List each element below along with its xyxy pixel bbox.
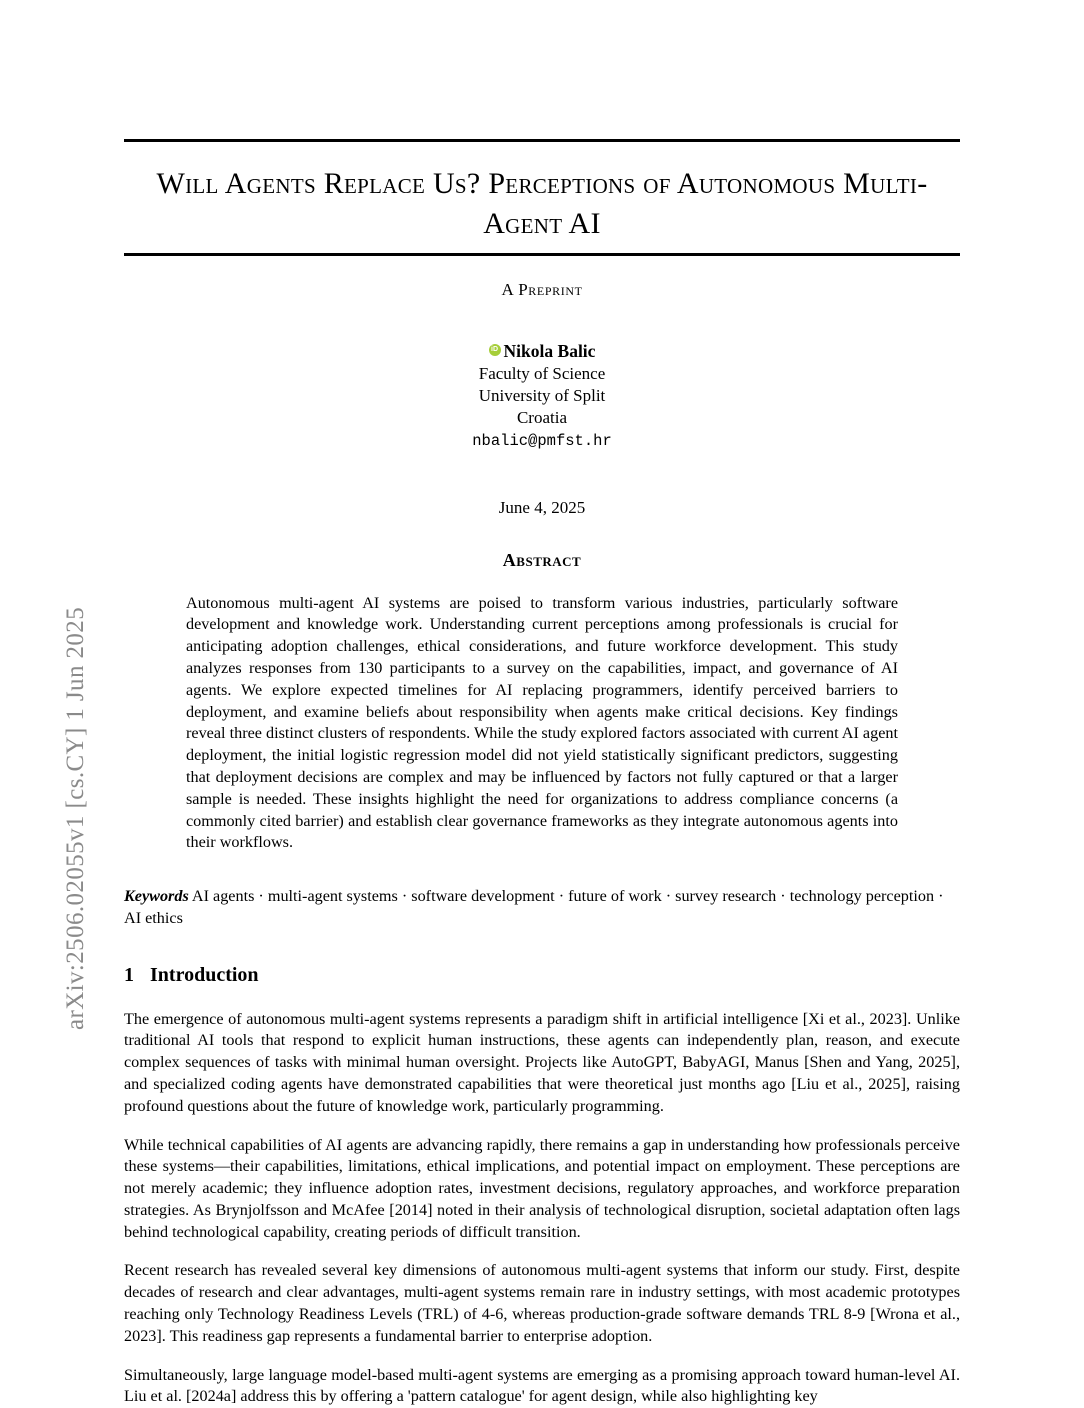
author-affiliation-country: Croatia <box>516 408 568 428</box>
paragraph: Simultaneously, large language model-based multi-agent systems are emerging as a promising approach toward human-level AI. Liu et al. [2024a] address this by offering a 'pattern catalogue' for agent design, while also highlighting key <box>124 1365 960 1406</box>
arxiv-stamp <box>0 0 110 1402</box>
author-name: Nikola Balic <box>503 341 596 362</box>
arxiv-identifier-text: arXiv:2506.02055v1 [cs.CY] 1 Jun 2025 <box>62 606 89 1030</box>
publication-date: June 4, 2025 <box>498 497 586 517</box>
author-name-row <box>124 340 960 363</box>
author-affiliation-faculty: Faculty of Science <box>478 364 606 384</box>
preprint-label: A Preprint <box>501 280 583 300</box>
abstract-body: Autonomous multi-agent AI systems are poised to transform various industries, particularly software development and knowledge work. Understanding current perceptions among professionals is crucial for anticipating adoption challenges, ethical considerations, and future workforce development. This study analyzes responses from 130 participants to a survey on the capabilities, impact, and governance of AI agents. We explore expected timelines for AI replacing programmers, identify perceived barriers to deployment, and examine beliefs about responsibility when agents make critical decisions. Key findings reveal three distinct clusters of respondents. While the study explored factors associated with current AI agent deployment, the initial logistic regression model did not yield statistically significant predictors, suggesting that deployment decisions are complex and may be influenced by factors not fully captured or that a larger sample is needed. These insights highlight the need for organizations to address compliance concerns (a commonly cited barrier) and establish clear governance frameworks as they integrate autonomous agents into their workflows. <box>186 593 898 852</box>
orcid-id-icon[interactable] <box>489 344 501 356</box>
paragraph: While technical capabilities of AI agents are advancing rapidly, there remains a gap in understanding how professionals perceive these systems—their capabilities, limitations, ethical implications, and potential impact on employment. These perceptions are not merely academic; they influence adoption rates, investment decisions, regulatory approaches, and workforce preparation strategies. As Brynjolfsson and McAfee [2014] noted in their analysis of technological disruption, societal adaptation often lags behind technological capability, creating periods of difficult transition. <box>124 1135 960 1241</box>
keywords-label: Keywords <box>124 887 189 906</box>
keywords-line <box>124 886 960 930</box>
section-number: 1 <box>124 963 134 986</box>
keywords-list: AI agents · multi-agent systems · software development · future of work · survey research · technology perception · AI ethics <box>124 887 944 927</box>
title-rule-bottom <box>124 253 960 256</box>
paper-page <box>124 0 960 1406</box>
paragraph: Recent research has revealed several key dimensions of autonomous multi-agent systems that inform our study. First, despite decades of research and clear advantages, multi-agent systems remain rare in industry settings, with most academic prototypes reaching only Technology Readiness Levels (TRL) of 4-6, whereas production-grade software demands TRL 8-9 [Wrona et al., 2023]. This readiness gap represents a fundamental barrier to enterprise adoption. <box>124 1261 960 1345</box>
author-affiliation-university: University of Split <box>478 386 606 406</box>
author-block <box>124 340 960 451</box>
author-email[interactable]: nbalic@pmfst.hr <box>472 431 612 450</box>
section-title: Introduction <box>150 963 259 986</box>
paragraph: The emergence of autonomous multi-agent systems represents a paradigm shift in artificial intelligence [Xi et al., 2023]. Unlike traditional AI tools that respond to explicit human instructions, these agents can independently plan, reason, and execute complex sequences of tasks with minimal human oversight. Projects like AutoGPT, BabyAGI, Manus [Shen and Yang, 2025], and specialized coding agents have demonstrated capabilities that were theoretical just months ago [Liu et al., 2025], raising profound questions about the future of knowledge work, particularly programming. <box>124 1009 960 1115</box>
abstract-heading: Abstract <box>502 549 582 570</box>
title-rule-top <box>124 139 960 142</box>
section-heading-introduction <box>124 964 960 987</box>
page-title: Will Agents Replace Us? Perceptions of Autonomous Multi-Agent AI <box>156 167 928 240</box>
